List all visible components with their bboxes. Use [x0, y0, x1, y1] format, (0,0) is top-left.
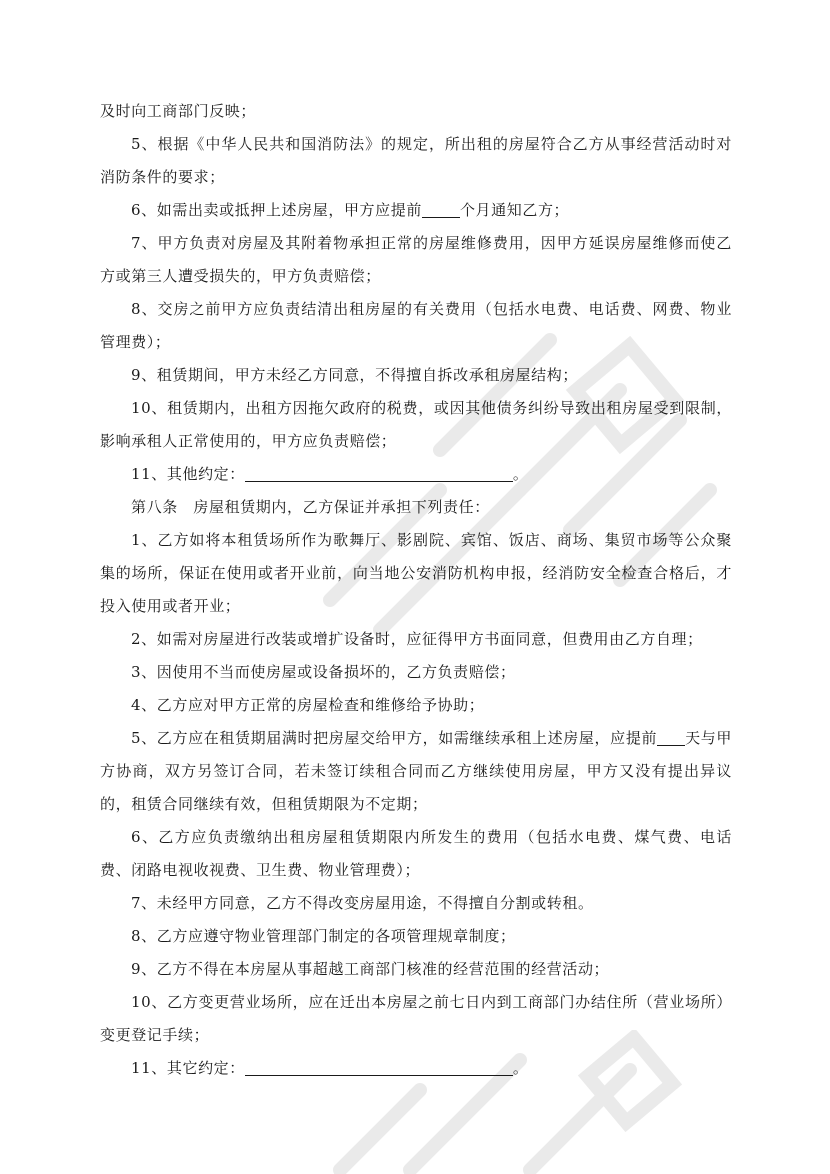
paragraph-text: 11、其他约定： — [131, 465, 245, 483]
paragraph: 3、因使用不当而使房屋或设备损坏的，乙方负责赔偿； — [131, 663, 516, 681]
fill-in-blank — [245, 1059, 513, 1076]
paragraph-text: 11、其它约定： — [131, 1059, 245, 1077]
paragraph: 4、乙方应对甲方正常的房屋检查和维修给予协助； — [131, 696, 485, 714]
paragraph — [100, 1052, 732, 1085]
paragraph-text: 天与甲方协商，双方另签订合同，若未签订续租合同而乙方继续使用房屋，甲方又没有提出异议的，租赁合同继续有效，但租赁期限为不定期； — [100, 729, 732, 813]
paragraph — [100, 458, 732, 491]
paragraph: 10、乙方变更营业场所，应在迁出本房屋之前七日内到工商部门办结住所（营业场所）变更登记手续； — [100, 993, 732, 1044]
paragraph-text: 。 — [512, 1059, 529, 1077]
paragraph: 7、未经甲方同意，乙方不得改变房屋用途，不得擅自分割或转租。 — [131, 894, 594, 912]
paragraph: 1、乙方如将本租赁场所作为歌舞厅、影剧院、宾馆、饭店、商场、集贸市场等公众聚集的场所，保证在使用或者开业前，向当地公安消防机构申报，经消防安全检查合格后，才投入使用或者开业； — [100, 531, 732, 615]
paragraph — [100, 722, 732, 821]
paragraph — [100, 194, 732, 227]
paragraph: 8、交房之前甲方应负责结清出租房屋的有关费用（包括水电费、电话费、网费、物业管理费）； — [100, 300, 732, 351]
fill-in-blank — [657, 729, 685, 746]
paragraph: 8、乙方应遵守物业管理部门制定的各项管理规章制度； — [131, 927, 516, 945]
paragraph: 2、如需对房屋进行改装或增扩设备时，应征得甲方书面同意，但费用由乙方自理； — [131, 630, 703, 648]
fill-in-blank — [245, 465, 513, 482]
paragraph: 7、甲方负责对房屋及其附着物承担正常的房屋维修费用，因甲方延误房屋维修而使乙方或第三人遭受损失的，甲方负责赔偿； — [100, 234, 732, 285]
paragraph-text: 。 — [512, 465, 529, 483]
section-heading: 第八条 房屋租赁期内，乙方保证并承担下列责任： — [131, 498, 490, 516]
fill-in-blank — [422, 201, 460, 218]
paragraph: 9、租赁期间，甲方未经乙方同意，不得擅自拆改承租房屋结构； — [131, 366, 578, 384]
paragraph-text: 6、如需出卖或抵押上述房屋，甲方应提前 — [131, 201, 422, 219]
paragraph: 10、租赁期内，出租方因拖欠政府的税费，或因其他债务纠纷导致出租房屋受到限制，影响承租人正常使用的，甲方应负责赔偿； — [100, 399, 732, 450]
paragraph: 9、乙方不得在本房屋从事超越工商部门核准的经营范围的经营活动； — [131, 960, 610, 978]
paragraph-text: 个月通知乙方； — [459, 201, 570, 219]
paragraph: 5、根据《中华人民共和国消防法》的规定，所出租的房屋符合乙方从事经营活动时对消防条件的要求； — [100, 135, 732, 186]
paragraph: 6、乙方应负责缴纳出租房屋租赁期限内所发生的费用（包括水电费、煤气费、电话费、闭路电视收视费、卫生费、物业管理费）； — [100, 828, 732, 879]
paragraph-text: 5、乙方应在租赁期届满时把房屋交给甲方，如需继续承租上述房屋，应提前 — [131, 729, 658, 747]
document-body — [100, 95, 732, 1085]
paragraph: 及时向工商部门反映； — [100, 102, 257, 120]
